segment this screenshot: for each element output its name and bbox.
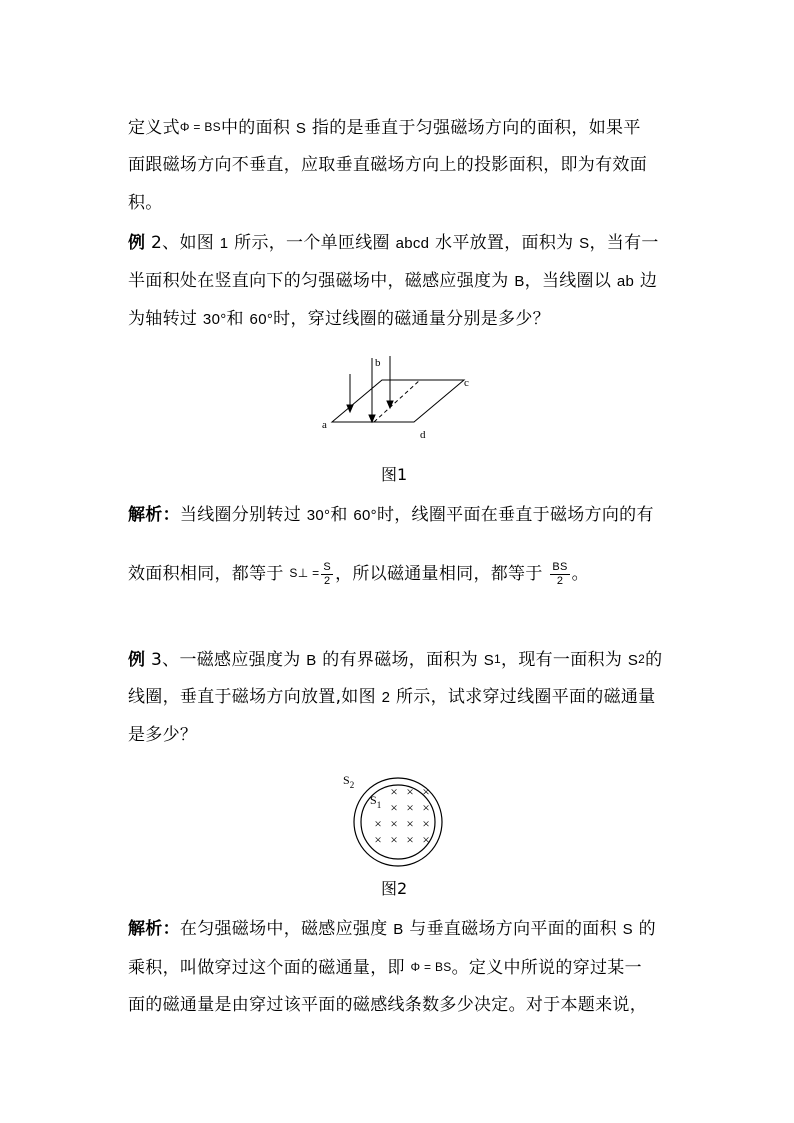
figure-1: [320, 352, 480, 444]
cross: ×: [374, 816, 382, 831]
axis-ab-dashed: [374, 380, 420, 422]
cross: ×: [406, 784, 414, 799]
solution-3-line-3: 面的磁通量是由穿过该平面的磁感线条数多少决定。对于本题来说，: [128, 995, 647, 1015]
cross: ×: [390, 816, 398, 831]
intro-line-2: 面跟磁场方向不垂直，应取垂直磁场方向上的投影面积，即为有效面: [128, 155, 647, 175]
label-c: c: [464, 377, 469, 389]
field-crosses: [374, 784, 429, 847]
cross: ×: [390, 800, 398, 815]
figure-1-caption: 图1: [381, 465, 408, 484]
solution-3: [128, 910, 666, 1024]
example-2-line-1: 例 2、如图 1 所示，一个单匝线圈 abcd 水平放置，面积为 S，当有一: [128, 233, 659, 253]
solution-2-line-2: 效面积相同，都等于 S⊥ = $\frac{S}{2}$ ，所以磁通量相同，都等于 $\frac{BS}{2}$ 。: [128, 560, 589, 587]
fraction-s-over-2: $\frac{S}{2}$: [323, 560, 332, 587]
example-3-line-3: 是多少？: [128, 725, 198, 745]
field-arrows: [347, 356, 393, 422]
cross: ×: [406, 832, 414, 847]
solution-2-line-1: 解析：当线圈分别转过 30°和 60°时，线圈平面在垂直于磁场方向的有: [128, 505, 654, 525]
label-a: a: [322, 419, 327, 431]
example-3: [128, 640, 666, 754]
cross: ×: [406, 816, 414, 831]
cross: ×: [422, 816, 430, 831]
label-s1: $S_1$: [370, 793, 382, 810]
intro-line-3: 积。: [128, 193, 163, 213]
cross: ×: [422, 784, 430, 799]
example-3-line-1: 例 3、一磁感应强度为 B 的有界磁场，面积为 $S_1$，现有一面积为 $S_2$的: [128, 650, 663, 670]
intro-paragraph: [128, 108, 666, 222]
label-s2: $S_2$: [343, 773, 355, 790]
example-2: [128, 224, 666, 338]
figure-2-caption: 图2: [381, 879, 408, 898]
cross: ×: [422, 832, 430, 847]
solution-3-line-1: 解析：在匀强磁场中，磁感应强度 B 与垂直磁场方向平面的面积 S 的: [128, 919, 656, 939]
fraction-bs-over-2: $\frac{BS}{2}$: [552, 560, 568, 587]
solution-3-line-2: 乘积，叫做穿过这个面的磁通量，即 Φ = BS。定义中所说的穿过某一: [128, 958, 642, 978]
cross: ×: [406, 800, 414, 815]
cross: ×: [390, 832, 398, 847]
cross: ×: [374, 832, 382, 847]
figure-2: [340, 768, 460, 868]
label-d: d: [420, 429, 426, 441]
example-3-line-2: 线圈，垂直于磁场方向放置,如图 2 所示，试求穿过线圈平面的磁通量: [128, 687, 656, 707]
example-2-line-2: 半面积处在竖直向下的匀强磁场中，磁感应强度为 B，当线圈以 ab 边: [128, 271, 658, 291]
cross: ×: [390, 784, 398, 799]
intro-line-1: 定义式Φ = BS中的面积 S 指的是垂直于匀强磁场方向的面积，如果平: [128, 118, 641, 138]
label-b: b: [375, 357, 381, 369]
solution-2: [128, 496, 666, 592]
coil-parallelogram: [332, 380, 464, 422]
cross: ×: [422, 800, 430, 815]
example-2-line-3: 为轴转过 30°和 60°时，穿过线圈的磁通量分别是多少？: [128, 309, 550, 329]
